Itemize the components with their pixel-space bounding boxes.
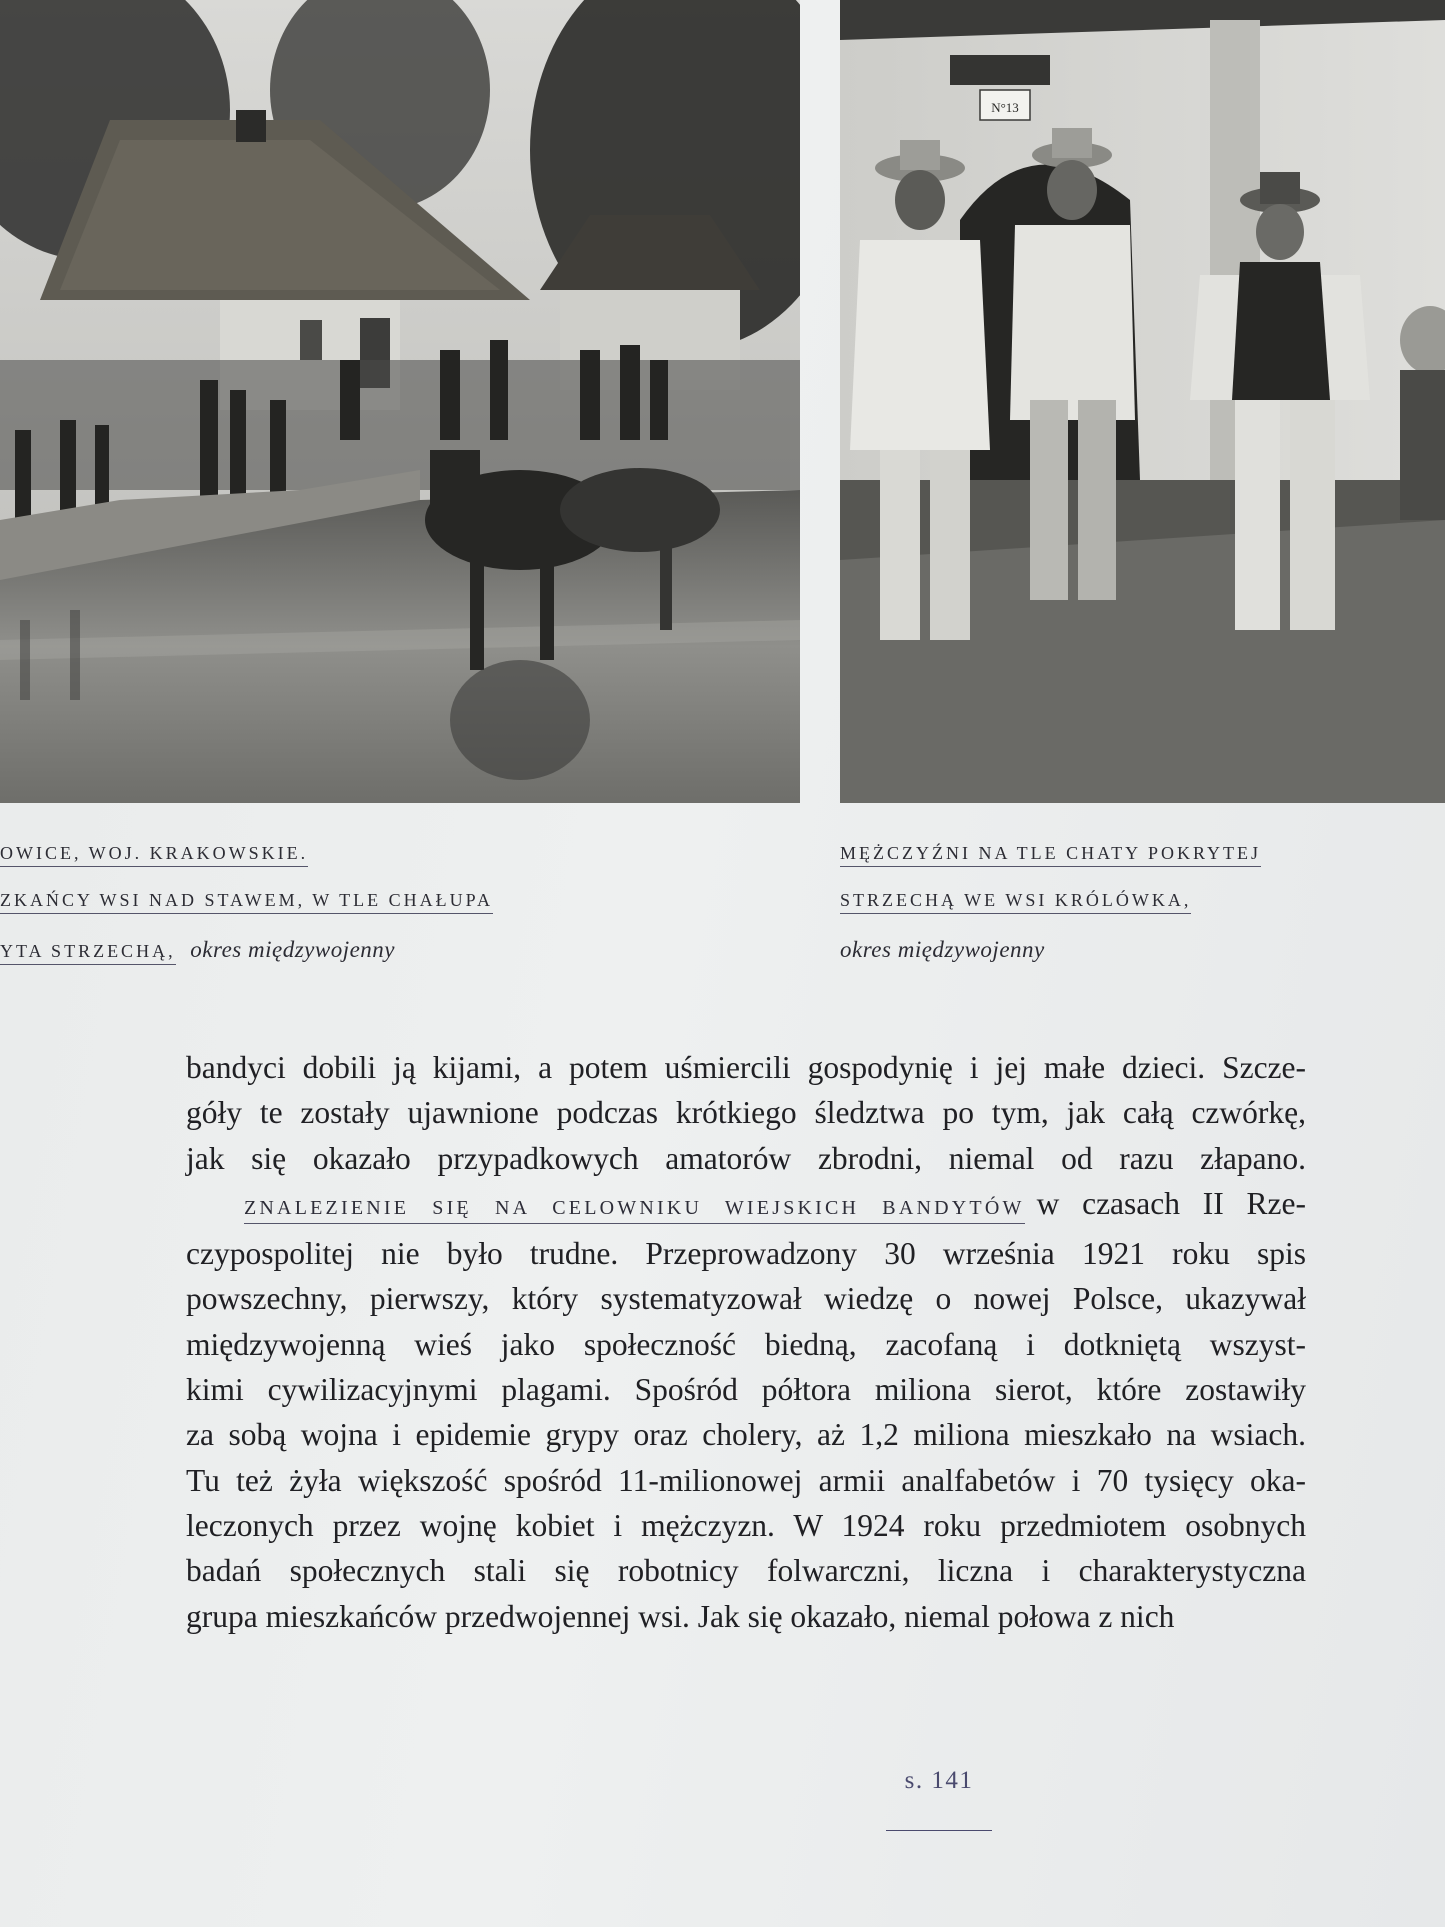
photo-three-men-image <box>840 0 1445 803</box>
body-text <box>186 1045 1306 1639</box>
body-line: czypospolitej nie było trudne. Przeprowadzony 30 września 1921 roku spis <box>186 1236 1306 1272</box>
body-line: Tu też żyła większość spośród 11-milionowej armii analfabetów i 70 tysięcy oka- <box>186 1462 1306 1498</box>
photo-three-men <box>840 0 1445 803</box>
body-line: grupa mieszkańców przedwojennej wsi. Jak się okazało, niemal połowa z nich <box>186 1598 1175 1634</box>
caption-left-line-3-italic: okres międzywojenny <box>190 937 396 962</box>
section-heading: ZNALEZIENIE SIĘ NA CELOWNIKU WIEJSKICH BANDYTÓW <box>244 1197 1025 1224</box>
body-line: góły te zostały ujawnione podczas krótkiego śledztwa po tym, jak całą czwórkę, <box>186 1095 1306 1131</box>
section-first-line-rest: w czasach II Rze- <box>1036 1185 1306 1221</box>
body-line: bandyci dobili ją kijami, a potem uśmiercili gospodynię i jej małe dzieci. Szcze- <box>186 1050 1306 1085</box>
page-number: s. 141 <box>904 1767 974 1794</box>
page-number-rule <box>886 1830 992 1831</box>
caption-left-line-1: OWICE, WOJ. KRAKOWSKIE. <box>0 843 308 867</box>
photo-village-pond-image <box>0 0 800 803</box>
caption-left-line-2: ZKAŃCY WSI NAD STAWEM, W TLE CHAŁUPA <box>0 890 493 914</box>
caption-left <box>0 843 493 984</box>
body-line: kimi cywilizacyjnymi plagami. Spośród półtora miliona sierot, które zostawiły <box>186 1372 1306 1408</box>
caption-left-line-3-caps: YTA STRZECHĄ, <box>0 941 176 965</box>
photo-village-pond <box>0 0 800 803</box>
caption-right-line-1: MĘŻCZYŹNI NA TLE CHATY POKRYTEJ <box>840 843 1261 867</box>
body-line: jak się okazało przypadkowych amatorów zbrodni, niemal od razu złapano. <box>186 1140 1306 1176</box>
section-first-line <box>186 1181 1306 1231</box>
body-line: za sobą wojna i epidemie grypy oraz cholery, aż 1,2 miliona mieszkało na wsiach. <box>186 1417 1306 1453</box>
caption-right-line-2: STRZECHĄ WE WSI KRÓLÓWKA, <box>840 890 1191 914</box>
body-line: powszechny, pierwszy, który systematyzował wiedzę o nowej Polsce, ukazywał <box>186 1281 1306 1317</box>
body-line: międzywojenną wieś jako społeczność biedną, zacofaną i dotkniętą wszyst- <box>186 1326 1306 1362</box>
body-line: leczonych przez wojnę kobiet i mężczyzn. W 1924 roku przedmiotem osobnych <box>186 1507 1306 1543</box>
caption-right-line-3-italic: okres międzywojenny <box>840 937 1045 962</box>
caption-right <box>840 843 1261 984</box>
house-number-plate: N°13 <box>991 100 1019 115</box>
body-line: badań społecznych stali się robotnicy folwarczni, liczna i charakterystyczna <box>186 1553 1306 1589</box>
